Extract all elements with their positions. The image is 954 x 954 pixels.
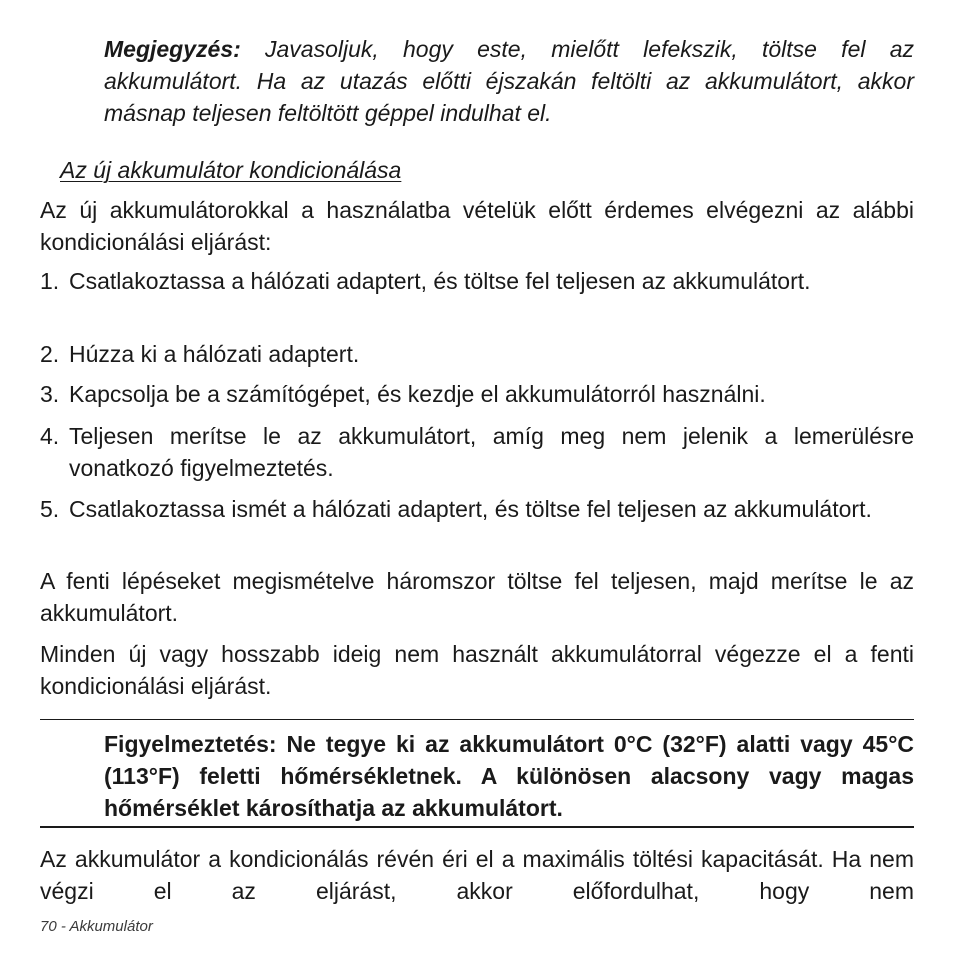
new-battery-paragraph: Minden új vagy hosszabb ideig nem használt akkumulátorral végezze el a fenti kondicionálási eljárást. bbox=[40, 641, 914, 699]
capacity-paragraph: Az akkumulátor a kondicionálás révén éri el a maximális töltési kapacitását. Ha nem végzi el az eljárást, akkor előfordulhat, hogy nem bbox=[40, 846, 914, 904]
list-item bbox=[40, 378, 914, 410]
list-item-number: 5. bbox=[40, 496, 60, 522]
warning-top-divider bbox=[40, 719, 914, 720]
list-item-text: Csatlakoztassa a hálózati adaptert, és töltse fel teljesen az akkumulátort. bbox=[69, 268, 811, 294]
list-item bbox=[40, 420, 914, 484]
warning-text: Ne tegye ki az akkumulátort 0°C (32°F) alatti vagy 45°C (113°F) feletti hőmérsékletnek. A különösen alacsony vagy magas hőmérséklet károsíthatja az akkumulátort. bbox=[104, 731, 914, 821]
list-item-text: Teljesen merítse le az akkumulátort, amíg meg nem jelenik a lemerülésre vonatkozó figyelmeztetés. bbox=[69, 423, 914, 481]
list-item-text: Húzza ki a hálózati adaptert. bbox=[69, 341, 360, 367]
list-item-number: 2. bbox=[40, 341, 60, 367]
repeat-paragraph: A fenti lépéseket megismételve háromszor töltse fel teljesen, majd merítse le az akkumulátort. bbox=[40, 568, 914, 626]
section-subheading: Az új akkumulátor kondicionálása bbox=[60, 157, 402, 183]
list-item-text: Csatlakoztassa ismét a hálózati adaptert, és töltse fel teljesen az akkumulátort. bbox=[69, 496, 872, 522]
list-item-number: 3. bbox=[40, 381, 60, 407]
list-item bbox=[40, 338, 914, 370]
list-item-number: 1. bbox=[40, 268, 60, 294]
list-item-text: Kapcsolja be a számítógépet, és kezdje el akkumulátorról használni. bbox=[69, 381, 766, 407]
list-item-number: 4. bbox=[40, 423, 60, 449]
note-text: Javasoljuk, hogy este, mielőtt lefekszik, töltse fel az akkumulátort. Ha az utazás előtti éjszakán feltölti az akkumulátort, akkor másnap teljesen feltöltött géppel indulhat el. bbox=[104, 36, 914, 126]
warning-bottom-divider bbox=[40, 826, 914, 828]
page-footer: 70 - Akkumulátor bbox=[40, 918, 153, 935]
intro-paragraph: Az új akkumulátorokkal a használatba vételük előtt érdemes elvégezni az alábbi kondicionálási eljárást: bbox=[40, 197, 914, 255]
list-item bbox=[40, 493, 914, 525]
list-item bbox=[40, 265, 914, 297]
warning-label: Figyelmeztetés: bbox=[104, 731, 277, 757]
warning-block bbox=[104, 728, 914, 824]
note-block bbox=[104, 33, 914, 129]
note-label: Megjegyzés: bbox=[104, 36, 241, 62]
